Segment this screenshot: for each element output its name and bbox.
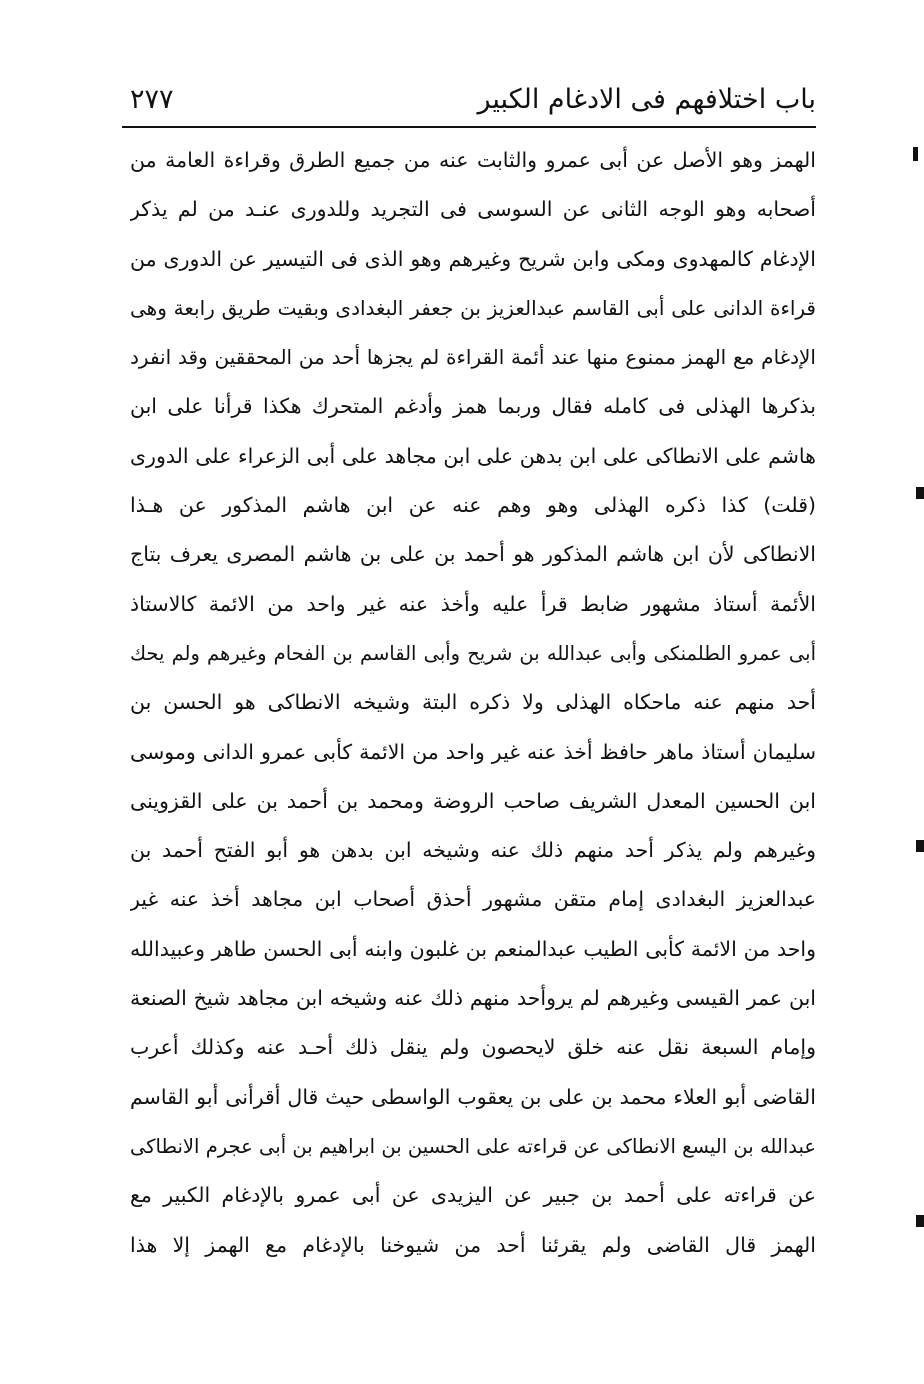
text-line: هاشم على الانطاكى على ابن بدهن على ابن مجاهد على أبى الزعراء على الدورى	[130, 443, 816, 468]
text-line: بذكرها الهذلى فى كامله فقال وربما همز وأدغم المتحرك هكذا قرأنا على ابن	[130, 394, 816, 419]
text-line: واحد من الائمة كأبى الطيب عبدالمنعم بن غلبون وابنه أبى الحسن طاهر وعبيدالله	[130, 936, 816, 961]
scan-edge-mark	[916, 487, 924, 499]
text-line: وإمام السبعة نقل عنه خلق لايحصون ولم ينقل ذلك أحـد عنه وكذلك أعرب	[130, 1035, 816, 1060]
text-line: أحد منهم عنه ماحكاه الهذلى ولا ذكره البتة وشيخه الانطاكى هو الحسن بن	[130, 690, 816, 715]
text-line: أبى عمرو الطلمنكى وأبى عبدالله بن شريح وأبى القاسم بن الفحام وغيرهم ولم يحك	[130, 641, 816, 665]
text-line: عبدالعزيز البغدادى إمام متقن مشهور أحذق أصحاب ابن مجاهد أخذ عنه غير	[130, 887, 816, 912]
text-line: وغيرهم ولم يذكر أحد منهم ذلك عنه وشيخه ابن بدهن هو أبو الفتح أحمد بن	[130, 838, 816, 863]
text-line: الإدغام مع الهمز ممنوع منها عند أئمة القراءة لم يجزها أحد من المحققين وقد انفرد	[130, 345, 816, 370]
scan-edge-mark	[913, 147, 918, 161]
text-line: عن قراءته على أحمد بن جبير عن اليزيدى عن أبى عمرو بالإدغام الكبير مع	[130, 1183, 816, 1208]
page-header	[122, 78, 816, 122]
text-line: ابن عمر القيسى وغيرهم لم يروأحد منهم ذلك عنه وشيخه ابن مجاهد شيخ الصنعة	[130, 986, 816, 1011]
text-line: الأئمة أستاذ مشهور ضابط قرأ عليه وأخذ عنه غير واحد من الائمة كالاستاذ	[130, 591, 816, 616]
text-line: الهمز قال القاضى ولم يقرئنا أحد من شيوخنا بالإدغام مع الهمز إلا هذا	[130, 1232, 816, 1257]
text-line: عبدالله بن اليسع الانطاكى عن قراءته على الحسين بن ابراهيم بن أبى عجرم الانطاكى	[130, 1134, 816, 1158]
running-title: باب اختلافهم فى الادغام الكبير	[477, 84, 816, 115]
text-line: سليمان أستاذ ماهر حافظ أخذ عنه غير واحد من الائمة كأبى عمرو الدانى وموسى	[130, 739, 816, 764]
page-number: ٢٧٧	[130, 84, 174, 115]
header-divider	[122, 126, 816, 128]
text-line: الإدغام كالمهدوى ومكى وابن شريح وغيرهم وهو الذى فى التيسير عن الدورى من	[130, 246, 816, 271]
text-line: (قلت) كذا ذكره الهذلى وهو وهم عنه عن ابن هاشم المذكور عن هـذا	[130, 493, 816, 518]
body-text	[130, 136, 816, 1270]
text-line: ابن الحسين المعدل الشريف صاحب الروضة ومحمد بن أحمد بن على القزوينى	[130, 788, 816, 813]
text-line: القاضى أبو العلاء محمد بن على بن يعقوب الواسطى حيث قال أقرأنى أبو القاسم	[130, 1084, 816, 1109]
text-line: الانطاكى لأن ابن هاشم المذكور هو أحمد بن على بن هاشم المصرى يعرف بتاج	[130, 542, 816, 567]
scan-edge-mark	[916, 840, 924, 852]
text-line: الهمز وهو الأصل عن أبى عمرو والثابت عنه من جميع الطرق وقراءة العامة من	[130, 148, 816, 172]
scan-edge-mark	[916, 1215, 924, 1227]
text-line: أصحابه وهو الوجه الثانى عن السوسى فى التجريد وللدورى عنـد من لم يذكر	[130, 197, 816, 222]
text-line: قراءة الدانى على أبى القاسم عبدالعزيز بن جعفر البغدادى وبقيت طريق رابعة وهى	[130, 295, 816, 320]
